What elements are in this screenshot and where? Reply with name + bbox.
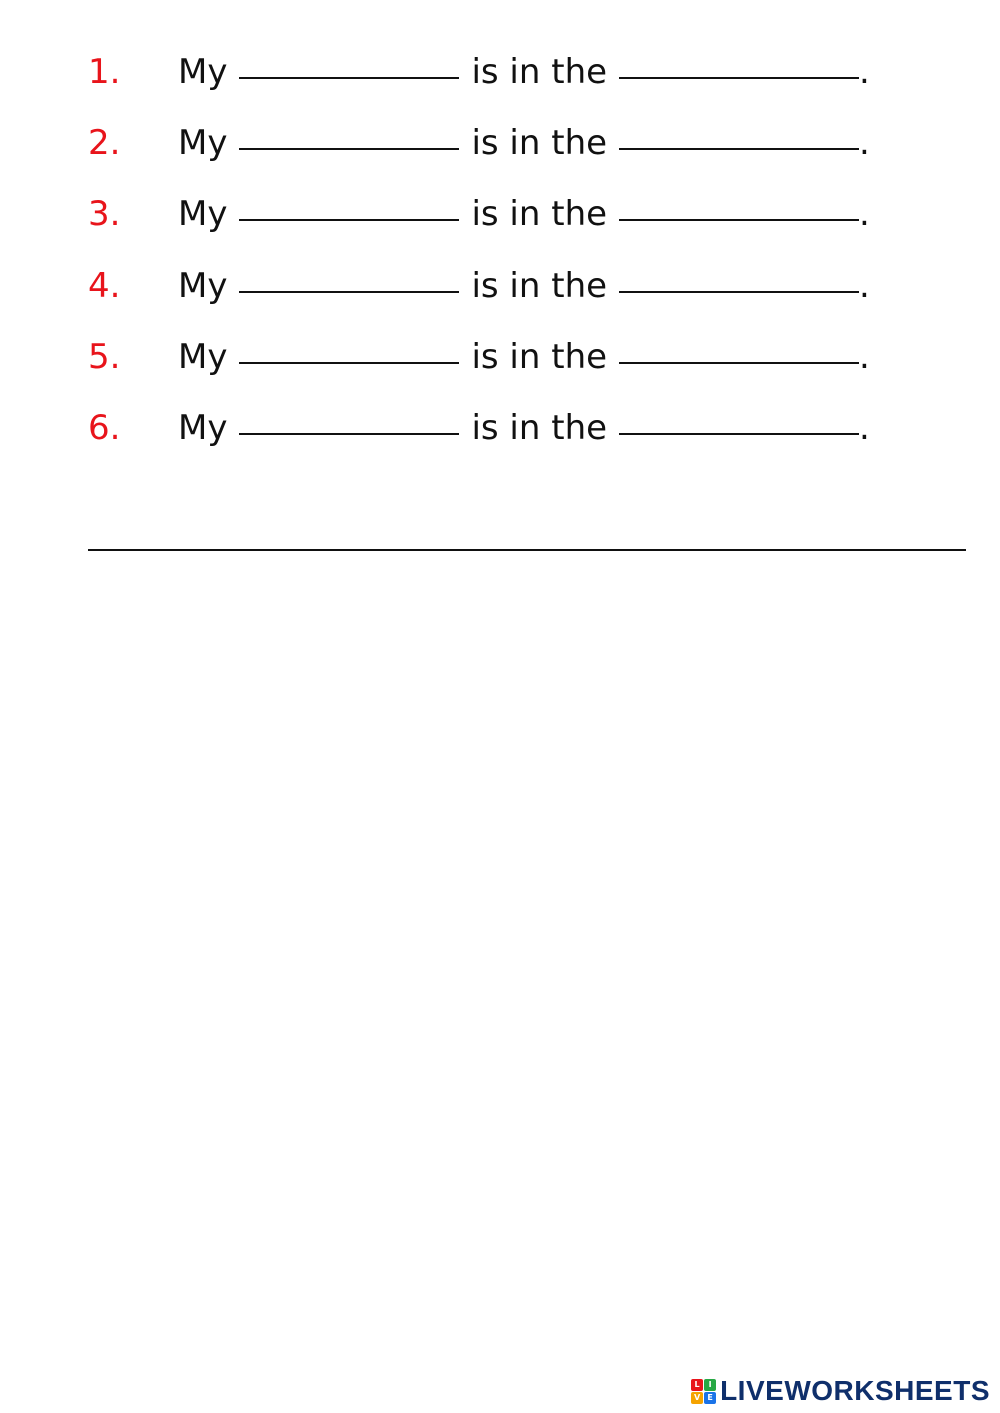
sentence-row-1 [0,42,1000,102]
sentence [178,398,870,458]
sentence [178,42,870,102]
item-number: 1. [88,52,121,92]
word-my: My [178,266,228,306]
logo-tile: V [691,1392,703,1404]
sentence-period: . [859,266,870,306]
word-is-in-the: is in the [471,52,608,92]
blank-line-2[interactable] [619,219,859,221]
logo-tile: E [704,1392,716,1404]
brand-name: LIVEWORKSHEETS [720,1375,990,1406]
blank-line-1[interactable] [239,77,459,79]
blank-line-1[interactable] [239,433,459,435]
sentence-period: . [859,194,870,234]
sentence-row-4 [0,256,1000,316]
item-number: 4. [88,266,121,306]
word-is-in-the: is in the [471,337,608,377]
sentence [178,327,870,387]
blank-line-1[interactable] [239,362,459,364]
logo-tile: I [704,1379,716,1391]
blank-line-2[interactable] [619,148,859,150]
word-is-in-the: is in the [471,123,608,163]
sentence-row-6 [0,398,1000,458]
sentence-row-5 [0,327,1000,387]
item-number: 3. [88,194,121,234]
word-my: My [178,123,228,163]
word-is-in-the: is in the [471,266,608,306]
liveworksheets-brand [691,1375,990,1407]
horizontal-rule [88,549,966,551]
blank-line-1[interactable] [239,291,459,293]
sentence-period: . [859,52,870,92]
sentence-row-3 [0,184,1000,244]
logo-tile: L [691,1379,703,1391]
word-my: My [178,52,228,92]
liveworksheets-logo-icon [691,1379,716,1404]
sentence-period: . [859,408,870,448]
word-my: My [178,408,228,448]
word-is-in-the: is in the [471,194,608,234]
blank-line-2[interactable] [619,77,859,79]
item-number: 5. [88,337,121,377]
blank-line-2[interactable] [619,362,859,364]
blank-line-1[interactable] [239,148,459,150]
sentence-period: . [859,337,870,377]
sentence [178,113,870,173]
blank-line-1[interactable] [239,219,459,221]
sentence-row-2 [0,113,1000,173]
item-number: 2. [88,123,121,163]
blank-line-2[interactable] [619,433,859,435]
word-my: My [178,337,228,377]
blank-line-2[interactable] [619,291,859,293]
word-is-in-the: is in the [471,408,608,448]
word-my: My [178,194,228,234]
sentence-period: . [859,123,870,163]
sentence [178,256,870,316]
item-number: 6. [88,408,121,448]
sentence [178,184,870,244]
